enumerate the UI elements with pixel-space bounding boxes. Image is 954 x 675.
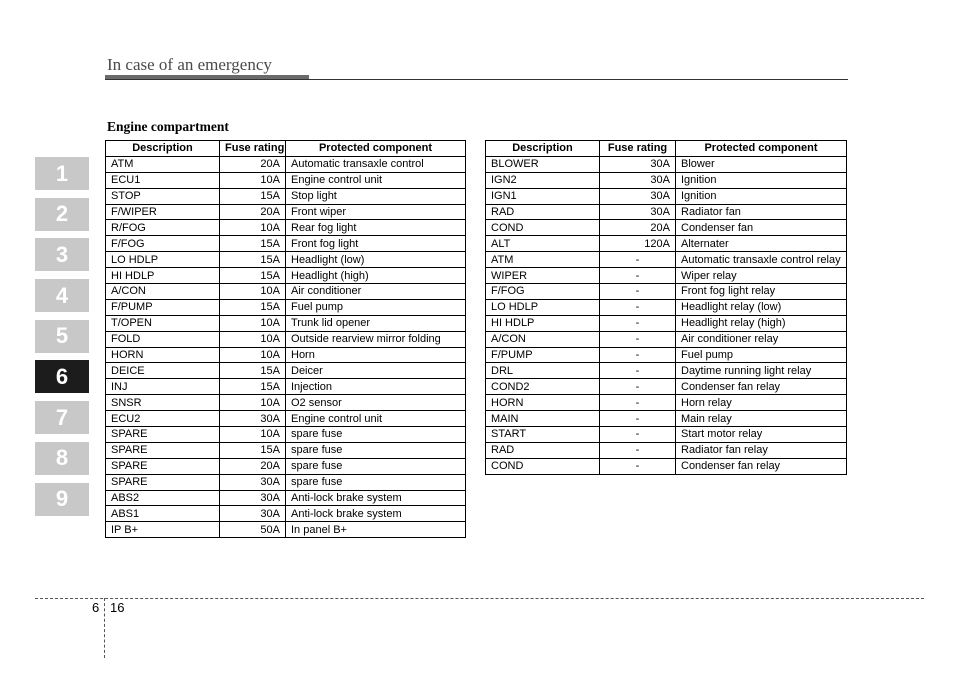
cell-protected-component: Stop light (286, 188, 466, 204)
cell-protected-component: Engine control unit (286, 411, 466, 427)
cell-description: IP B+ (106, 522, 220, 538)
cell-description: COND (486, 220, 600, 236)
cell-fuse-rating: 10A (220, 347, 286, 363)
chapter-tab-7[interactable]: 7 (35, 401, 89, 434)
cell-description: F/FOG (486, 284, 600, 300)
fuse-table-right (485, 140, 847, 475)
table-row (486, 379, 847, 395)
cell-protected-component: Air conditioner (286, 284, 466, 300)
chapter-tabs (35, 157, 89, 523)
page-header-title: In case of an emergency (107, 55, 272, 74)
table-row (486, 172, 847, 188)
cell-fuse-rating: 20A (220, 156, 286, 172)
cell-fuse-rating: 30A (220, 490, 286, 506)
cell-protected-component: Main relay (676, 411, 847, 427)
cell-protected-component: Fuel pump (286, 299, 466, 315)
table-row (106, 490, 466, 506)
column-header-description: Description (106, 141, 220, 157)
column-header-rating: Fuse rating (600, 141, 676, 157)
cell-description: DRL (486, 363, 600, 379)
cell-description: SPARE (106, 458, 220, 474)
cell-fuse-rating: 30A (220, 474, 286, 490)
cell-fuse-rating: 10A (220, 220, 286, 236)
table-row (486, 427, 847, 443)
footer-vertical-divider (104, 598, 105, 658)
cell-fuse-rating: 15A (220, 252, 286, 268)
cell-protected-component: Condenser fan relay (676, 379, 847, 395)
cell-protected-component: Front fog light (286, 236, 466, 252)
cell-description: BLOWER (486, 156, 600, 172)
cell-fuse-rating: 30A (600, 204, 676, 220)
cell-fuse-rating: 120A (600, 236, 676, 252)
cell-protected-component: Engine control unit (286, 172, 466, 188)
cell-fuse-rating: - (600, 252, 676, 268)
table-row (106, 236, 466, 252)
table-row (106, 268, 466, 284)
cell-description: T/OPEN (106, 315, 220, 331)
cell-protected-component: spare fuse (286, 458, 466, 474)
cell-fuse-rating: 10A (220, 331, 286, 347)
cell-fuse-rating: - (600, 347, 676, 363)
cell-fuse-rating: - (600, 427, 676, 443)
column-header-component: Protected component (286, 141, 466, 157)
table-row (106, 427, 466, 443)
page-number: 16 (110, 600, 125, 615)
fuse-table-left (105, 140, 466, 538)
cell-description: HORN (106, 347, 220, 363)
chapter-tab-3[interactable]: 3 (35, 238, 89, 271)
cell-fuse-rating: 15A (220, 188, 286, 204)
table-row (486, 411, 847, 427)
cell-protected-component: Deicer (286, 363, 466, 379)
cell-fuse-rating: - (600, 299, 676, 315)
header-rule (105, 79, 848, 80)
cell-protected-component: Daytime running light relay (676, 363, 847, 379)
table-row (486, 395, 847, 411)
cell-protected-component: Fuel pump (676, 347, 847, 363)
cell-fuse-rating: 15A (220, 268, 286, 284)
cell-description: IGN1 (486, 188, 600, 204)
table-row (486, 363, 847, 379)
table-row (486, 188, 847, 204)
cell-fuse-rating: - (600, 268, 676, 284)
cell-description: F/PUMP (106, 299, 220, 315)
table-row (486, 252, 847, 268)
table-row (486, 268, 847, 284)
cell-protected-component: Blower (676, 156, 847, 172)
cell-fuse-rating: - (600, 458, 676, 474)
cell-protected-component: In panel B+ (286, 522, 466, 538)
cell-description: RAD (486, 204, 600, 220)
table-row (106, 506, 466, 522)
table-header-row (106, 141, 466, 157)
cell-fuse-rating: - (600, 442, 676, 458)
cell-fuse-rating: - (600, 395, 676, 411)
cell-fuse-rating: 15A (220, 236, 286, 252)
cell-fuse-rating: 10A (220, 315, 286, 331)
table-row (106, 172, 466, 188)
cell-description: STOP (106, 188, 220, 204)
cell-protected-component: Condenser fan relay (676, 458, 847, 474)
table-row (106, 347, 466, 363)
cell-description: FOLD (106, 331, 220, 347)
chapter-tab-9[interactable]: 9 (35, 483, 89, 516)
cell-description: IGN2 (486, 172, 600, 188)
cell-protected-component: Rear fog light (286, 220, 466, 236)
cell-description: SNSR (106, 395, 220, 411)
cell-protected-component: Wiper relay (676, 268, 847, 284)
cell-protected-component: Headlight relay (high) (676, 315, 847, 331)
cell-description: INJ (106, 379, 220, 395)
cell-protected-component: spare fuse (286, 427, 466, 443)
cell-fuse-rating: 10A (220, 427, 286, 443)
cell-fuse-rating: 30A (600, 188, 676, 204)
cell-fuse-rating: 15A (220, 363, 286, 379)
cell-fuse-rating: - (600, 331, 676, 347)
cell-description: DEICE (106, 363, 220, 379)
chapter-tab-4[interactable]: 4 (35, 279, 89, 312)
cell-description: START (486, 427, 600, 443)
cell-description: ATM (106, 156, 220, 172)
cell-fuse-rating: - (600, 379, 676, 395)
table-row (106, 331, 466, 347)
cell-description: A/CON (106, 284, 220, 300)
cell-fuse-rating: 30A (220, 411, 286, 427)
cell-protected-component: Automatic transaxle control relay (676, 252, 847, 268)
cell-protected-component: Headlight relay (low) (676, 299, 847, 315)
cell-fuse-rating: 20A (220, 204, 286, 220)
cell-fuse-rating: 15A (220, 442, 286, 458)
table-row (106, 156, 466, 172)
cell-description: ATM (486, 252, 600, 268)
cell-protected-component: Automatic transaxle control (286, 156, 466, 172)
cell-description: HI HDLP (486, 315, 600, 331)
cell-description: COND (486, 458, 600, 474)
cell-description: HI HDLP (106, 268, 220, 284)
cell-description: F/FOG (106, 236, 220, 252)
cell-protected-component: Ignition (676, 172, 847, 188)
table-header-row (486, 141, 847, 157)
cell-protected-component: Horn relay (676, 395, 847, 411)
chapter-tab-6[interactable]: 6 (35, 360, 89, 393)
cell-description: SPARE (106, 474, 220, 490)
cell-fuse-rating: 10A (220, 172, 286, 188)
table-row (106, 379, 466, 395)
cell-protected-component: Air conditioner relay (676, 331, 847, 347)
cell-protected-component: Front wiper (286, 204, 466, 220)
cell-description: A/CON (486, 331, 600, 347)
cell-protected-component: Anti-lock brake system (286, 506, 466, 522)
cell-protected-component: Headlight (low) (286, 252, 466, 268)
table-row (106, 284, 466, 300)
table-row (486, 347, 847, 363)
table-row (486, 442, 847, 458)
table-row (106, 474, 466, 490)
section-title: Engine compartment (107, 119, 229, 134)
footer-divider (35, 598, 924, 599)
cell-fuse-rating: 30A (600, 172, 676, 188)
cell-fuse-rating: 30A (220, 506, 286, 522)
table-row (486, 204, 847, 220)
table-row (486, 299, 847, 315)
cell-description: SPARE (106, 442, 220, 458)
cell-protected-component: Horn (286, 347, 466, 363)
cell-protected-component: Start motor relay (676, 427, 847, 443)
cell-description: SPARE (106, 427, 220, 443)
cell-fuse-rating: - (600, 363, 676, 379)
cell-fuse-rating: - (600, 284, 676, 300)
chapter-tab-1[interactable]: 1 (35, 157, 89, 190)
table-row (486, 315, 847, 331)
chapter-tab-2[interactable]: 2 (35, 198, 89, 231)
cell-description: ECU2 (106, 411, 220, 427)
cell-fuse-rating: 20A (600, 220, 676, 236)
cell-protected-component: Radiator fan (676, 204, 847, 220)
table-row (486, 331, 847, 347)
cell-protected-component: Injection (286, 379, 466, 395)
table-row (486, 284, 847, 300)
cell-fuse-rating: 15A (220, 299, 286, 315)
table-row (486, 236, 847, 252)
cell-description: RAD (486, 442, 600, 458)
table-row (106, 299, 466, 315)
cell-protected-component: Radiator fan relay (676, 442, 847, 458)
table-row (106, 442, 466, 458)
table-row (106, 315, 466, 331)
chapter-tab-8[interactable]: 8 (35, 442, 89, 475)
table-row (106, 458, 466, 474)
cell-description: HORN (486, 395, 600, 411)
cell-description: COND2 (486, 379, 600, 395)
cell-description: ALT (486, 236, 600, 252)
table-row (106, 252, 466, 268)
cell-fuse-rating: 10A (220, 284, 286, 300)
cell-description: ABS1 (106, 506, 220, 522)
cell-fuse-rating: 20A (220, 458, 286, 474)
cell-protected-component: Outside rearview mirror folding (286, 331, 466, 347)
cell-protected-component: O2 sensor (286, 395, 466, 411)
page-chapter-number: 6 (92, 600, 100, 615)
cell-fuse-rating: 10A (220, 395, 286, 411)
chapter-tab-5[interactable]: 5 (35, 320, 89, 353)
cell-fuse-rating: - (600, 411, 676, 427)
table-row (106, 204, 466, 220)
column-header-component: Protected component (676, 141, 847, 157)
cell-description: R/FOG (106, 220, 220, 236)
cell-description: WIPER (486, 268, 600, 284)
cell-protected-component: Ignition (676, 188, 847, 204)
cell-protected-component: Condenser fan (676, 220, 847, 236)
cell-description: ECU1 (106, 172, 220, 188)
cell-protected-component: Front fog light relay (676, 284, 847, 300)
table-row (106, 220, 466, 236)
table-row (106, 395, 466, 411)
column-header-description: Description (486, 141, 600, 157)
table-row (486, 156, 847, 172)
table-row (106, 363, 466, 379)
cell-description: LO HDLP (106, 252, 220, 268)
table-row (486, 458, 847, 474)
cell-description: MAIN (486, 411, 600, 427)
cell-protected-component: Trunk lid opener (286, 315, 466, 331)
cell-fuse-rating: 50A (220, 522, 286, 538)
cell-fuse-rating: 30A (600, 156, 676, 172)
table-row (486, 220, 847, 236)
cell-description: F/WIPER (106, 204, 220, 220)
cell-protected-component: Headlight (high) (286, 268, 466, 284)
cell-fuse-rating: - (600, 315, 676, 331)
cell-protected-component: Alternater (676, 236, 847, 252)
cell-protected-component: Anti-lock brake system (286, 490, 466, 506)
table-row (106, 411, 466, 427)
cell-description: ABS2 (106, 490, 220, 506)
cell-description: LO HDLP (486, 299, 600, 315)
cell-description: F/PUMP (486, 347, 600, 363)
cell-protected-component: spare fuse (286, 474, 466, 490)
table-row (106, 522, 466, 538)
cell-protected-component: spare fuse (286, 442, 466, 458)
column-header-rating: Fuse rating (220, 141, 286, 157)
table-row (106, 188, 466, 204)
cell-fuse-rating: 15A (220, 379, 286, 395)
